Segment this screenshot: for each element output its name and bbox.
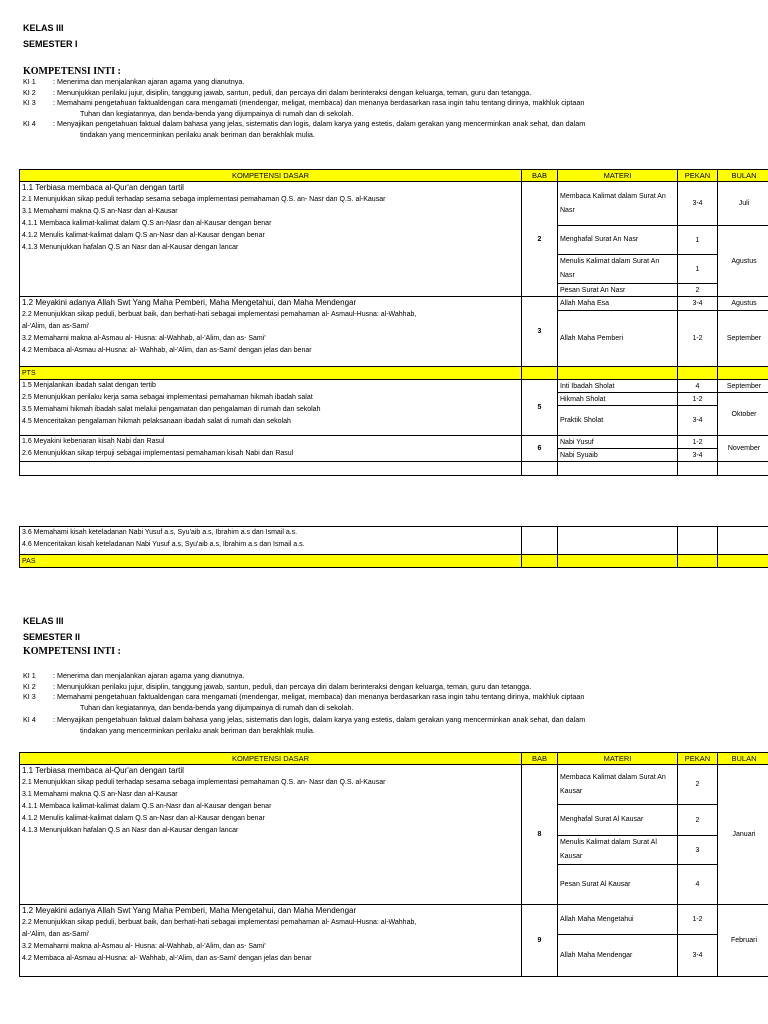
ki-title: KOMPETENSI INTI : — [23, 66, 121, 77]
header-kd: KOMPETENSI DASAR — [20, 753, 522, 765]
pekan-cell: 1-2 — [678, 905, 718, 935]
blank-cell — [20, 462, 522, 476]
bulan-cell: Juli — [718, 182, 768, 226]
ki-list — [23, 671, 723, 736]
ki-text: : Menyajikan pengetahuan faktual dalam bahasa yang jelas, sistematis dan logis, dalam karya yang estetis, dalam gerakan yang mencerminkan anak sehat, dan dalam — [53, 119, 586, 128]
ki-label: KI 2 — [23, 681, 36, 691]
blank-cell — [522, 527, 558, 555]
ki-text: : Memahami pengetahuan faktualdengan cara mengamati (mendengar, meligat, membaca) dan menanya berdasarkan rasa ingin tahu tentang dirinya, makhluk ciptaan — [53, 98, 585, 107]
kd-table-sem1 — [19, 169, 768, 476]
bulan-cell: Agustus — [718, 297, 768, 311]
materi-cell: Membaca Kalimat dalam Surat An Kausar — [558, 765, 678, 805]
ki-label: KI 4 — [23, 715, 36, 724]
materi-cell: Allah Maha Esa — [558, 297, 678, 311]
ki-text-cont: Tuhan dan kegiatannya, dan benda-benda yang dijumpainya di rumah dan di sekolah. — [80, 702, 354, 712]
kd-cell: 3.6 Memahami kisah keteladanan Nabi Yusuf a.s, Syu'aib a.s, Ibrahim a.s dan Ismail a.s. 4.6 Menceritakan kisah keteladanan Nabi Yusuf a.s, Syu'aib a.s, Ibrahim a.s dan Ismail a.s. — [20, 527, 522, 555]
pts-empty — [558, 367, 678, 380]
header-bab: BAB — [522, 753, 558, 765]
blank-cell — [522, 462, 558, 476]
ki-label: KI 3 — [23, 98, 36, 107]
bab-cell: 8 — [522, 765, 558, 905]
pekan-cell: 3-4 — [678, 449, 718, 462]
kd-table-sem1-cont — [19, 526, 768, 568]
pekan-cell: 3-4 — [678, 297, 718, 311]
materi-cell: Menghafal Surat Al Kausar — [558, 805, 678, 836]
header-materi: MATERI — [558, 753, 678, 765]
pekan-cell: 2 — [678, 284, 718, 297]
blank-cell — [678, 527, 718, 555]
materi-cell: Nabi Syuaib — [558, 449, 678, 462]
kd-cell: 1.1 Terbiasa membaca al-Qur'an dengan tartil 2.1 Menunjukkan sikap peduli terhadap sesama sebaga implementasi pemahaman Q.S. an- Nasr dan Q.S. al-Kausar 3.1 Memahami makna Q.S an-Nasr dan al-Kausar 4.1.1 Membaca kalimat-kalimat dalam Q.S an-Nasr dan al-Kausar dengan benar 4.1.2 Menulis kalimat-kalimat dalam Q.S an-Nasr dan al-Kausar dengan benar 4.1.3 Menunjukkan hafalan Q.S an Nasr dan al-Kausar dengan lancar — [20, 182, 522, 297]
materi-cell: Hikmah Sholat — [558, 393, 678, 406]
pekan-cell: 3 — [678, 836, 718, 865]
pas-empty — [558, 555, 678, 568]
pekan-cell: 3-4 — [678, 182, 718, 226]
kelas-label: KELAS III — [23, 23, 64, 33]
ki-label: KI 4 — [23, 119, 36, 128]
materi-cell: Nabi Yusuf — [558, 436, 678, 449]
ki-text-cont: Tuhan dan kegiatannya, dan benda-benda yang dijumpainya di rumah dan di sekolah. — [80, 108, 354, 118]
ki-text: : Menerima dan menjalankan ajaran agama yang dianutnya. — [53, 77, 245, 86]
semester-label: SEMESTER I — [23, 39, 78, 49]
materi-cell: Allah Maha Mengetahui — [558, 905, 678, 935]
ki-label: KI 1 — [23, 671, 36, 680]
header-kd: KOMPETENSI DASAR — [20, 170, 522, 182]
bab-cell: 2 — [522, 182, 558, 297]
bulan-cell: Februari — [718, 905, 768, 977]
blank-cell — [718, 462, 768, 476]
bulan-cell: Oktober — [718, 393, 768, 436]
ki-text: : Memahami pengetahuan faktualdengan cara mengamati (mendengar, meligat, membaca) dan menanya berdasarkan rasa ingin tahu tentang dirinya, makhluk ciptaan — [53, 692, 585, 701]
bab-cell: 6 — [522, 436, 558, 462]
header-materi: MATERI — [558, 170, 678, 182]
materi-cell: Praktik Sholat — [558, 406, 678, 436]
kd-table-sem2 — [19, 752, 768, 977]
blank-cell — [558, 462, 678, 476]
pekan-cell: 1-2 — [678, 436, 718, 449]
pts-empty — [678, 367, 718, 380]
bulan-cell: Januari — [718, 765, 768, 905]
pekan-cell: 2 — [678, 805, 718, 836]
pts-empty — [522, 367, 558, 380]
materi-cell: Inti Ibadah Sholat — [558, 380, 678, 393]
blank-cell — [558, 527, 678, 555]
bulan-cell: September — [718, 380, 768, 393]
materi-cell: Menghafal Surat An Nasr — [558, 226, 678, 255]
pekan-cell: 2 — [678, 765, 718, 805]
kd-cell: 1.5 Menjalankan ibadah salat dengan tertib 2.5 Menunjukkan perilaku kerja sama sebagai implementasi pemahaman hikmah ibadah salat 3.5 Memahami hikmah ibadah salat melalui pengamatan dan pengalaman di rumah dan sekolah 4.5 Menceritakan pengalaman hikmah pelaksanaan ibadah salat di rumah dan sekolah — [20, 380, 522, 436]
pekan-cell: 3-4 — [678, 406, 718, 436]
blank-cell — [678, 462, 718, 476]
ki-list — [23, 77, 723, 140]
pts-empty — [718, 367, 768, 380]
ki-text-cont: tindakan yang mencerminkan perilaku anak beriman dan berakhlak mulia. — [80, 725, 315, 735]
kelas-label: KELAS III — [23, 616, 64, 626]
materi-cell: Menulis Kalimat dalam Surat An Nasr — [558, 255, 678, 284]
kd-cell: 1.2 Meyakini adanya Allah Swt Yang Maha Pemberi, Maha Mengetahui, dan Maha Mendengar 2.2 Menunjukkan sikap peduli, berbuat baik, dan berhati-hati sebagai implementasi pemahaman al- Asmaul-Husna: al-Wahhab, al-'Alim, dan as-Sami' 3.2 Memaharni makna al-Asmau al- Husna: al-Wahhab, al-'Alim, dan as- Sami' 4.2 Membaca al-Asmau al-Husna: al- Wahhab, al-'Alim, dan as-Sami' dengan jelas dan benar — [20, 297, 522, 367]
pekan-cell: 4 — [678, 865, 718, 905]
pekan-cell: 1-2 — [678, 311, 718, 367]
kd-cell: 1.6 Meyakini kebenaran kisah Nabi dan Rasul 2.6 Menunjukkan sikap terpuji sebagai implementasi pemahaman kisah Nabi dan Rasul — [20, 436, 522, 462]
materi-cell: Menulis Kalimat dalam Surat Al Kausar — [558, 836, 678, 865]
pas-empty — [678, 555, 718, 568]
ki-text: : Menyajikan pengetahuan faktual dalam bahasa yang jelas, sistematis dan logis, dalam karya yang estetis, dalam gerakan yang mencerminkan anak sehat, dan dalam — [53, 715, 586, 724]
ki-text: : Menunjukkan perilaku jujur, disiplin, tanggung jawab, santun, peduli, dan percaya diri dalam berinteraksi dengan keluarga, teman, guru dan tetangga. — [53, 87, 532, 97]
ki-text: : Menunjukkan perilaku jujur, disiplin, tanggung jawab, santun, peduli, dan percaya diri dalam berinteraksi dengan keluarga, teman, guru dan tetangga. — [53, 681, 532, 691]
header-pekan: PEKAN — [678, 170, 718, 182]
bulan-cell: September — [718, 311, 768, 367]
semester-label: SEMESTER II — [23, 632, 81, 642]
kd-cell: 1.1 Terbiasa membaca al-Qur'an dengan tartil 2.1 Menunjukkan sikap peduli terhadap sesama sebaga implementasi pemahaman Q.S. an- Nasr dan Q.S. al-Kausar 3.1 Memahami makna Q.S an-Nasr dan al-Kausar 4.1.1 Membaca kalimat-kalimat dalam Q.S an-Nasr dan al-Kausar dengan benar 4.1.2 Menulis kalimat-kalimat dalam Q.S an-Nasr dan al-Kausar dengan benar 4.1.3 Menunjukkan hafalan Q.S an Nasr dan al-Kausar dengan lancar — [20, 765, 522, 905]
materi-cell: Pesan Surat Al Kausar — [558, 865, 678, 905]
ki-label: KI 1 — [23, 77, 36, 86]
materi-cell: Membaca Kalimat dalam Surat An Nasr — [558, 182, 678, 226]
ki-text-cont: tindakan yang mencerminkan perilaku anak beriman dan berakhlak mulia. — [80, 129, 315, 139]
ki-text: : Menerima dan menjalankan ajaran agama yang dianutnya. — [53, 671, 245, 680]
materi-cell: Pesan Surat An Nasr — [558, 284, 678, 297]
pekan-cell: 4 — [678, 380, 718, 393]
ki-label: KI 3 — [23, 692, 36, 701]
pekan-cell: 1-2 — [678, 393, 718, 406]
bab-cell: 9 — [522, 905, 558, 977]
pas-label: PAS — [20, 555, 522, 568]
materi-cell: Allah Maha Pemberi — [558, 311, 678, 367]
bulan-cell: November — [718, 436, 768, 462]
pts-label: PTS — [20, 367, 522, 380]
bab-cell: 5 — [522, 380, 558, 436]
bulan-cell: Agustus — [718, 226, 768, 297]
pekan-cell: 1 — [678, 226, 718, 255]
header-pekan: PEKAN — [678, 753, 718, 765]
ki-label: KI 2 — [23, 87, 36, 97]
header-bulan: BULAN — [718, 753, 768, 765]
pekan-cell: 1 — [678, 255, 718, 284]
pas-empty — [522, 555, 558, 568]
bab-cell: 3 — [522, 297, 558, 367]
header-bab: BAB — [522, 170, 558, 182]
materi-cell: Allah Maha Mendengar — [558, 935, 678, 977]
ki-title: KOMPETENSI INTI : — [23, 646, 121, 657]
pekan-cell: 3-4 — [678, 935, 718, 977]
header-bulan: BULAN — [718, 170, 768, 182]
kd-cell: 1.2 Meyakini adanya Allah Swt Yang Maha Pemberi, Maha Mengetahui, dan Maha Mendengar 2.2 Menunjukkan sikap peduli, berbuat baik, dan berhati-hati sebagai implementasi pemahaman al- Asmaul-Husna: al-Wahhab, al-'Alim, dan as-Sami' 3.2 Memaharni makna al-Asmau al- Husna: al-Wahhab, al-'Alim, dan as- Sami' 4.2 Membaca al-Asmau al-Husna: al- Wahhab, al-'Alim, dan as-Sami' dengan jelas dan benar — [20, 905, 522, 977]
pas-empty — [718, 555, 768, 568]
blank-cell — [718, 527, 768, 555]
